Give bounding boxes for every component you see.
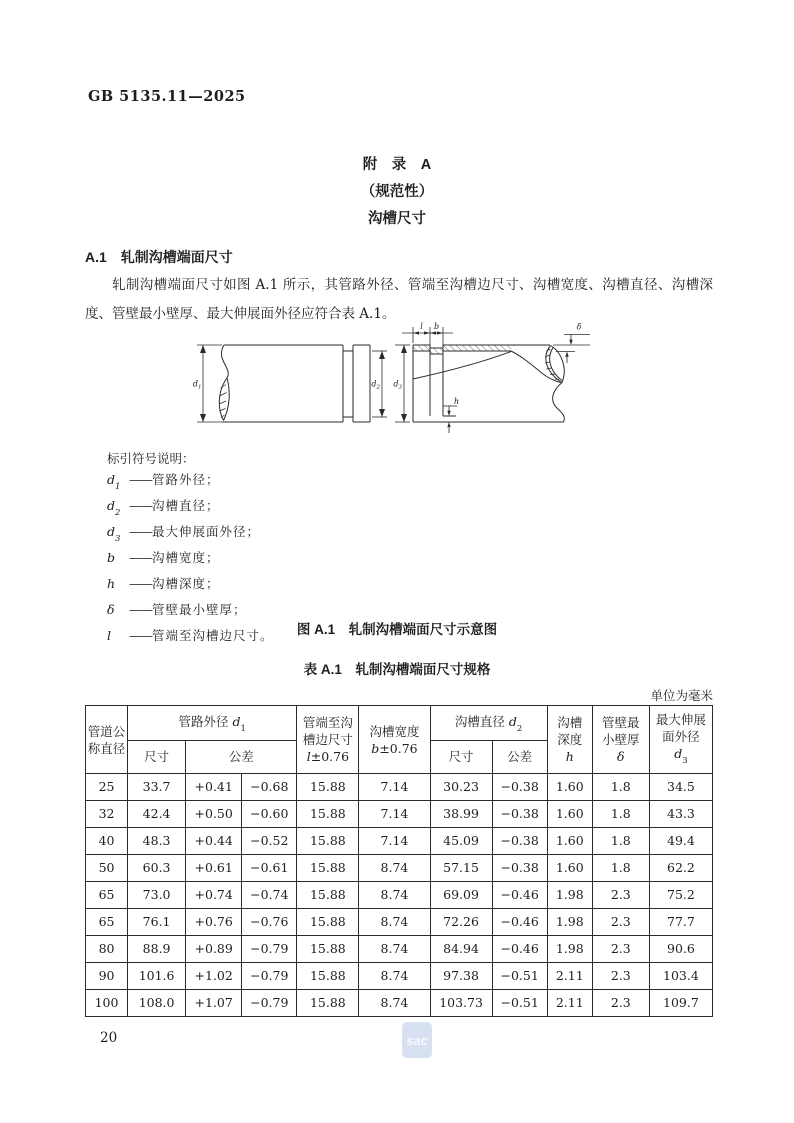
cell-d2-tol: −0.38 [492,855,547,882]
appendix-normative-label: （规范性） [360,184,434,200]
cell-d3: 77.7 [649,909,712,936]
legend-description: 沟槽宽度； [152,549,220,565]
cell-b: 8.74 [359,882,430,909]
cell-dn: 25 [86,774,128,801]
cell-h: 1.60 [547,855,592,882]
pipe-section-view [413,345,564,422]
cell-d1-size: 76.1 [128,909,186,936]
table-row [86,855,713,882]
cell-d1-size: 48.3 [128,828,186,855]
cell-delta: 2.3 [592,909,649,936]
cell-d1-size: 108.0 [128,990,186,1017]
legend-dash: —— [129,602,152,618]
cell-d1-size: 42.4 [128,801,186,828]
cell-d2-tol: −0.51 [492,990,547,1017]
cell-d2-tol: −0.51 [492,963,547,990]
cell-d3: 75.2 [649,882,712,909]
legend-dash: —— [129,628,152,644]
wall-hatch [413,345,515,354]
cell-d3: 109.7 [649,990,712,1017]
cell-b: 8.74 [359,990,430,1017]
label-d2: $d_2$ [371,379,380,391]
legend-item [107,522,274,548]
pipe-side-view [219,345,370,422]
legend-description: 管壁最小壁厚； [152,602,247,618]
cell-h: 1.98 [547,936,592,963]
cell-h: 1.60 [547,774,592,801]
cell-l: 15.88 [297,909,359,936]
label-l: l [420,322,423,331]
page-number: 20 [100,1030,118,1046]
legend-item [107,470,274,496]
legend-symbol: b [107,549,116,565]
cell-d2-tol: −0.38 [492,774,547,801]
cell-tol-minus: −0.79 [242,990,297,1017]
cell-d2-size: 97.38 [430,963,492,990]
cell-d2-tol: −0.46 [492,909,547,936]
cell-d3: 34.5 [649,774,712,801]
legend-item [107,496,274,522]
cell-tol-plus: +0.74 [186,882,242,909]
col-header-d2-tol: 公差 [492,741,547,774]
cell-h: 1.60 [547,801,592,828]
cell-d2-size: 38.99 [430,801,492,828]
cell-tol-minus: −0.60 [242,801,297,828]
legend-symbol: $d_3$ [107,523,121,545]
col-header-d3: 最大伸展 面外径 $d_3$ [649,706,712,774]
legend-dash: —— [129,575,152,591]
label-d3: $d_3$ [393,379,402,391]
cell-d2-tol: −0.38 [492,828,547,855]
cell-tol-minus: −0.74 [242,882,297,909]
cell-h: 1.98 [547,909,592,936]
cell-l: 15.88 [297,828,359,855]
legend-dash: —— [129,471,152,487]
appendix-title-block [0,152,794,233]
cell-h: 2.11 [547,990,592,1017]
cell-d3: 49.4 [649,828,712,855]
cell-d2-tol: −0.46 [492,936,547,963]
cell-dn: 40 [86,828,128,855]
table-row [86,801,713,828]
cell-d2-size: 69.09 [430,882,492,909]
cell-l: 15.88 [297,963,359,990]
cell-tol-minus: −0.52 [242,828,297,855]
cell-dn: 65 [86,882,128,909]
col-header-h: 沟槽 深度 h [547,706,592,774]
cell-tol-plus: +0.61 [186,855,242,882]
legend-symbol: δ [107,602,115,618]
cell-delta: 2.3 [592,990,649,1017]
cell-tol-plus: +0.50 [186,801,242,828]
legend-description: 管端至沟槽边尺寸。 [152,628,274,644]
legend-description: 沟槽直径； [152,497,220,513]
cell-d2-tol: −0.38 [492,801,547,828]
cell-d3: 43.3 [649,801,712,828]
col-header-l: 管端至沟 槽边尺寸 l±0.76 [297,706,359,774]
legend-description: 沟槽深度； [152,575,220,591]
cell-b: 8.74 [359,963,430,990]
col-header-d1-group: 管路外径 $d_1$ [128,706,297,741]
cell-d2-tol: −0.46 [492,882,547,909]
cell-delta: 1.8 [592,774,649,801]
legend-symbol: $d_1$ [107,471,121,493]
cell-tol-plus: +0.76 [186,909,242,936]
cell-d3: 103.4 [649,963,712,990]
cell-tol-minus: −0.61 [242,855,297,882]
section-heading [85,247,233,267]
col-header-delta: 管壁最 小壁厚 δ [592,706,649,774]
legend-symbol: h [107,575,116,591]
appendix-subject: 沟槽尺寸 [368,211,426,227]
label-h: h [454,397,460,406]
cell-h: 2.11 [547,963,592,990]
cell-l: 15.88 [297,990,359,1017]
cell-b: 8.74 [359,855,430,882]
cell-b: 7.14 [359,828,430,855]
cell-dn: 50 [86,855,128,882]
cell-dn: 32 [86,801,128,828]
appendix-title: 附 录 A [362,157,432,173]
cell-h: 1.60 [547,828,592,855]
cell-l: 15.88 [297,882,359,909]
table-row [86,936,713,963]
cell-b: 8.74 [359,936,430,963]
legend-dash: —— [129,549,152,565]
figure-caption: 图 A.1 轧制沟槽端面尺寸示意图 [296,622,498,637]
cell-l: 15.88 [297,936,359,963]
cell-tol-minus: −0.68 [242,774,297,801]
col-header-d2-group: 沟槽直径 $d_2$ [430,706,547,741]
legend-symbol: $d_2$ [107,497,121,519]
doc-number: GB 5135.11—2025 [88,88,246,105]
cell-d3: 90.6 [649,936,712,963]
table-row [86,774,713,801]
cell-dn: 90 [86,963,128,990]
cell-dn: 65 [86,909,128,936]
cell-d2-size: 84.94 [430,936,492,963]
col-header-dn: 管道公 称直径 [86,706,128,774]
cell-b: 7.14 [359,801,430,828]
label-d1: $d_1$ [193,379,202,391]
cell-delta: 2.3 [592,936,649,963]
figure-a1 [193,318,593,440]
cell-tol-minus: −0.79 [242,936,297,963]
table-row [86,990,713,1017]
spec-table [85,705,713,1017]
col-header-d1-size: 尺寸 [128,741,186,774]
cell-d2-size: 103.73 [430,990,492,1017]
section-title: 轧制沟槽端面尺寸 [120,249,233,265]
cell-tol-plus: +1.07 [186,990,242,1017]
cell-dn: 80 [86,936,128,963]
cell-l: 15.88 [297,774,359,801]
col-header-d1-tol: 公差 [186,741,297,774]
section-number: A.1 [85,249,107,265]
cell-delta: 1.8 [592,828,649,855]
body-paragraph: 轧制沟槽端面尺寸如图 A.1 所示，其管路外径、管端至沟槽边尺寸、沟槽宽度、沟槽直径、沟槽深度、管壁最小壁厚、最大伸展面外径应符合表 A.1。 [85,277,713,322]
legend-symbol: l [107,628,111,644]
table-row [86,882,713,909]
legend-item [107,548,274,574]
table-row [86,828,713,855]
cell-dn: 100 [86,990,128,1017]
table-row [86,963,713,990]
cell-delta: 2.3 [592,882,649,909]
cell-h: 1.98 [547,882,592,909]
legend-description: 最大伸展面外径； [152,523,261,539]
cell-d2-size: 45.09 [430,828,492,855]
cell-tol-plus: +1.02 [186,963,242,990]
cell-delta: 2.3 [592,963,649,990]
cell-b: 7.14 [359,774,430,801]
cell-b: 8.74 [359,909,430,936]
cell-tol-plus: +0.41 [186,774,242,801]
table-row [86,909,713,936]
cell-d1-size: 88.9 [128,936,186,963]
label-delta: δ [576,322,582,332]
legend-dash: —— [129,523,152,539]
sac-watermark-logo: sac [402,1022,432,1058]
cell-l: 15.88 [297,855,359,882]
table-caption: 表 A.1 轧制沟槽端面尺寸规格 [303,662,491,677]
col-header-b: 沟槽宽度 b±0.76 [359,706,430,774]
cell-d2-size: 72.26 [430,909,492,936]
cell-d2-size: 30.23 [430,774,492,801]
cell-tol-plus: +0.44 [186,828,242,855]
cell-tol-minus: −0.79 [242,963,297,990]
label-b: b [433,322,440,331]
cell-d1-size: 73.0 [128,882,186,909]
cell-delta: 1.8 [592,801,649,828]
cell-d3: 62.2 [649,855,712,882]
cell-d1-size: 33.7 [128,774,186,801]
unit-note: 单位为毫米 [650,688,713,703]
cell-tol-plus: +0.89 [186,936,242,963]
legend-dash: —— [129,497,152,513]
figure-a1-diagram [193,318,593,440]
cell-l: 15.88 [297,801,359,828]
col-header-d2-size: 尺寸 [430,741,492,774]
legend-title: 标引符号说明： [107,451,195,466]
cell-d2-size: 57.15 [430,855,492,882]
legend-item [107,574,274,600]
cell-d1-size: 101.6 [128,963,186,990]
cell-delta: 1.8 [592,855,649,882]
cell-tol-minus: −0.76 [242,909,297,936]
legend-description: 管路外径； [152,471,220,487]
cell-d1-size: 60.3 [128,855,186,882]
